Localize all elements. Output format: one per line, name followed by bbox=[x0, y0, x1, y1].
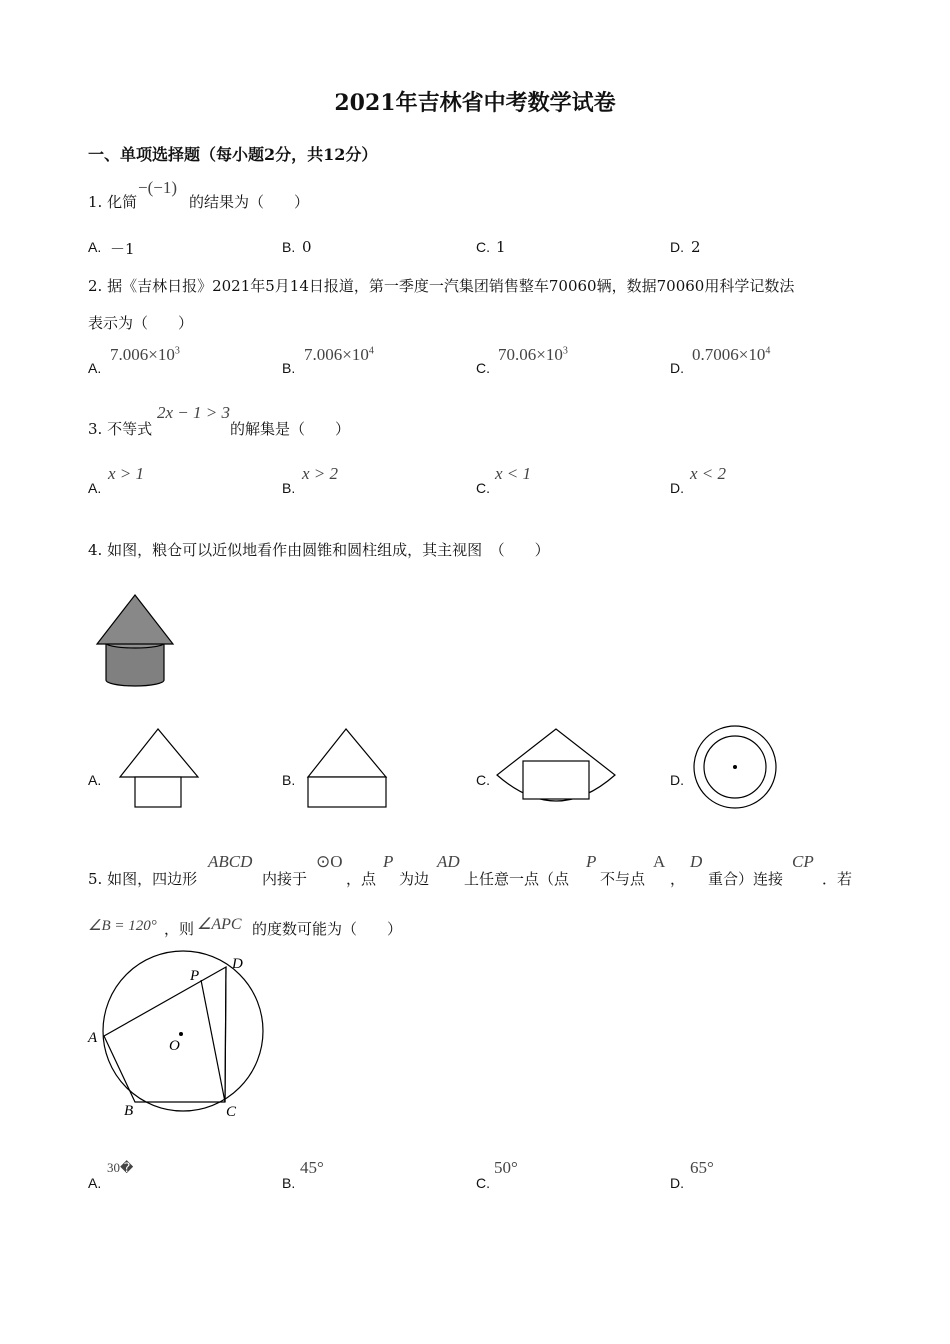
inscribed-quadrilateral-figure bbox=[84, 950, 274, 1125]
q4-option-b-label: B. bbox=[282, 772, 296, 788]
page-title: 2021年吉林省中考数学试卷 bbox=[334, 90, 616, 116]
q5-option-a-label: A. bbox=[88, 1175, 102, 1191]
point-b-label: B bbox=[124, 1103, 134, 1119]
q5-text-5: 上任意一点（点 bbox=[464, 870, 570, 888]
q1-option-b: 0 bbox=[302, 238, 312, 256]
q1-math: −(−1) bbox=[138, 178, 177, 197]
q1-prefix: 1. 化简 bbox=[88, 193, 138, 211]
point-d-label: D bbox=[232, 956, 243, 972]
q1-option-c-label: C. bbox=[476, 239, 490, 255]
q5-option-b-label: B. bbox=[282, 1175, 296, 1191]
q3-option-a: x > 1 bbox=[108, 464, 145, 483]
q5-math-p2: P bbox=[586, 852, 597, 871]
q5-text-4: 为边 bbox=[399, 870, 430, 888]
q5-option-c-label: C. bbox=[476, 1175, 490, 1191]
q1-suffix: 的结果为（ ） bbox=[189, 193, 310, 211]
q2-line2: 表示为（ ） bbox=[88, 314, 194, 332]
center-o-label: O bbox=[169, 1038, 180, 1054]
q3-math: 2x − 1 > 3 bbox=[157, 403, 230, 422]
q5-option-b: 45° bbox=[300, 1158, 324, 1177]
point-c-label: C bbox=[226, 1104, 237, 1120]
q4-option-b-figure bbox=[306, 727, 390, 809]
q4-option-d-figure bbox=[692, 724, 778, 810]
q3-option-c: x < 1 bbox=[495, 464, 532, 483]
q3-option-d: x < 2 bbox=[690, 464, 727, 483]
point-p-label: P bbox=[190, 968, 200, 984]
q2-option-a-label: A. bbox=[88, 360, 102, 376]
q1-option-d: 2 bbox=[691, 238, 701, 256]
q1-option-a: －1 bbox=[110, 240, 135, 258]
q5-text-2: 内接于 bbox=[262, 870, 308, 888]
q4-option-d-label: D. bbox=[670, 772, 684, 788]
q3-option-c-label: C. bbox=[476, 480, 490, 496]
q2-option-c-label: C. bbox=[476, 360, 490, 376]
q5-text-10: ，则 bbox=[164, 920, 195, 938]
q2-line1: 2. 据《吉林日报》2021年5月14日报道，第一季度一汽集团销售整车70060辆，数据70060用科学记数法 bbox=[88, 277, 795, 295]
q5-text-8: 重合）连接 bbox=[708, 870, 784, 888]
q5-math-abcd: ABCD bbox=[208, 852, 253, 871]
q2-option-a: $7.006\times 10^3$ bbox=[110, 345, 180, 364]
q3-option-b: x > 2 bbox=[302, 464, 339, 483]
q2-option-b: $7.006\times 10^4$ bbox=[304, 345, 374, 364]
q5-text-1: 5. 如图，四边形 bbox=[88, 870, 198, 888]
granary-figure bbox=[90, 588, 185, 693]
q5-text-6: 不与点 bbox=[600, 870, 646, 888]
q4-option-a-figure bbox=[118, 727, 202, 809]
q5-math-circle-o: ⊙O bbox=[316, 852, 343, 871]
q4-option-c-label: C. bbox=[476, 772, 490, 788]
q3-prefix: 3. 不等式 bbox=[88, 420, 153, 438]
q4-option-a-label: A. bbox=[88, 772, 102, 788]
q5-math-angle-b: ∠B = 120° bbox=[88, 918, 157, 934]
q5-text-3: ，点 bbox=[346, 870, 377, 888]
point-a-label: A bbox=[88, 1030, 98, 1046]
q4-text: 4. 如图，粮仓可以近似地看作由圆锥和圆柱组成，其主视图 （ ） bbox=[88, 541, 550, 559]
q5-text-9: ．若 bbox=[822, 870, 853, 888]
q2-option-d: $0.7006\times 10^4$ bbox=[692, 345, 771, 364]
q3-option-d-label: D. bbox=[670, 480, 684, 496]
q3-suffix: 的解集是（ ） bbox=[230, 420, 351, 438]
q5-math-a: A bbox=[653, 852, 666, 871]
q5-math-angle-apc: ∠APC bbox=[197, 916, 242, 933]
q1-option-c: 1 bbox=[496, 238, 506, 256]
q1-option-a-label: A. bbox=[88, 239, 102, 255]
q5-option-d: 65° bbox=[690, 1158, 714, 1177]
q5-text-11: 的度数可能为（ ） bbox=[252, 920, 403, 938]
q5-math-d: D bbox=[690, 852, 703, 871]
q5-math-p: P bbox=[383, 852, 394, 871]
q5-option-d-label: D. bbox=[670, 1175, 684, 1191]
q1-option-d-label: D. bbox=[670, 239, 684, 255]
q5-math-cp: CP bbox=[792, 852, 814, 871]
section-heading: 一、单项选择题（每小题2分，共12分） bbox=[88, 145, 378, 164]
q2-option-b-label: B. bbox=[282, 360, 296, 376]
q2-option-c: $70.06\times 10^3$ bbox=[498, 345, 568, 364]
q2-option-d-label: D. bbox=[670, 360, 684, 376]
q5-option-a: 30� bbox=[107, 1160, 134, 1175]
q5-option-c: 50° bbox=[494, 1158, 518, 1177]
q5-math-ad: AD bbox=[437, 852, 460, 871]
q5-text-7: ， bbox=[670, 870, 686, 888]
q4-option-c-figure bbox=[496, 727, 618, 809]
q3-option-a-label: A. bbox=[88, 480, 102, 496]
q1-option-b-label: B. bbox=[282, 239, 296, 255]
q3-option-b-label: B. bbox=[282, 480, 296, 496]
